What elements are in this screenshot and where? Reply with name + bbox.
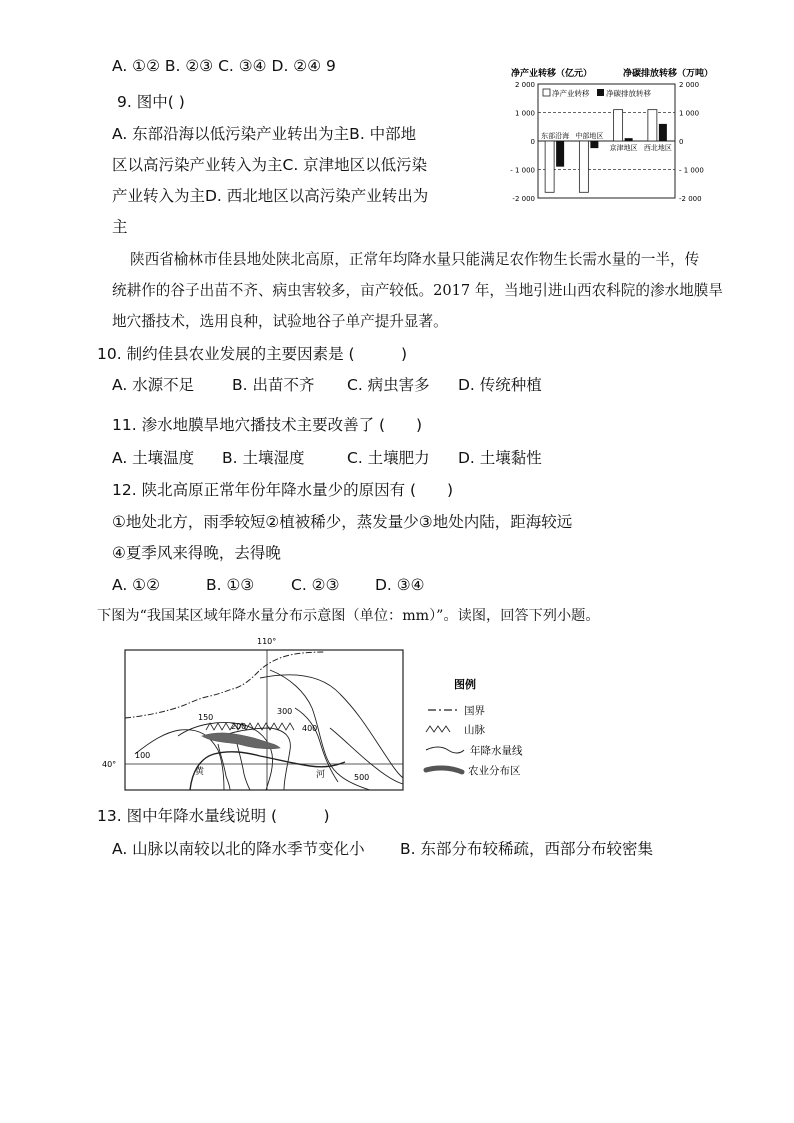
q12-stem: 12. 陕北高原正常年份年降水量少的原因有 ( ) <box>112 481 454 499</box>
industry-transfer-chart <box>505 62 765 212</box>
category-label: 东部沿海 <box>541 132 570 140</box>
agricultural-area <box>202 733 280 749</box>
bar-carbon <box>556 141 564 167</box>
q12-option-a: A. ①② <box>112 576 160 594</box>
passage-line-3: 地穴播技术，选用良种，试验地谷子单产提升显著。 <box>112 313 448 330</box>
q10-option-b: B. 出苗不齐 <box>232 376 315 394</box>
isoline-400: 400 <box>302 724 318 733</box>
isoline-200: 200 <box>231 722 247 731</box>
bar-carbon <box>590 141 598 148</box>
q13-option-b: B. 东部分布较稀疏，西部分布较密集 <box>400 840 653 858</box>
q12-option-d: D. ③④ <box>375 576 425 594</box>
left-tick-label: - 1 000 <box>510 166 535 175</box>
q12-statements-2: ④夏季风来得晚，去得晚 <box>112 544 281 562</box>
q10-option-d: D. 传统种植 <box>458 376 542 394</box>
q11-option-d: D. 土壤黏性 <box>458 449 542 467</box>
q12-statements-1: ①地处北方，雨季较短②植被稀少，蒸发量少③地处内陆，距海较远 <box>112 513 573 531</box>
isoline-150: 150 <box>198 713 214 722</box>
bar-industry <box>545 141 554 192</box>
isoline-500: 500 <box>354 773 370 782</box>
q12-option-c: C. ②③ <box>291 576 340 594</box>
lat-label: 40° <box>102 760 117 769</box>
q9-line-2: 区以高污染产业转入为主C. 京津地区以低污染 <box>112 156 428 174</box>
q12-option-b: B. ①③ <box>206 576 255 594</box>
q9-stem: 9. 图中( ) <box>117 93 185 111</box>
lon-label: 110° <box>257 637 277 646</box>
category-label: 西北地区 <box>643 144 672 152</box>
left-tick-label: 1 000 <box>514 109 535 118</box>
isoline-100: 100 <box>135 751 151 760</box>
left-axis-title: 净产业转移（亿元） <box>511 69 593 79</box>
legend-carbon: 净碳排放转移 <box>606 89 651 98</box>
q11-option-c: C. 土壤肥力 <box>347 449 430 467</box>
passage-line-2: 统耕作的谷子出苗不齐、病虫害较多，亩产较低。2017 年，当地引进山西农科院的渗水地膜旱 <box>112 282 723 299</box>
bar-carbon <box>659 124 667 141</box>
river-char-2: 河 <box>316 770 326 780</box>
q8-options: A. ①② B. ②③ C. ③④ D. ②④ 9 <box>112 57 336 75</box>
q10-option-a: A. 水源不足 <box>112 376 195 394</box>
legend-title: 图例 <box>454 678 476 691</box>
q11-option-a: A. 土壤温度 <box>112 449 195 467</box>
bar-industry <box>648 110 657 141</box>
right-tick-label: - 1 000 <box>679 166 704 175</box>
right-tick-label: 1 000 <box>679 109 700 118</box>
legend-isoline: 年降水量线 <box>470 745 523 757</box>
legend-mountain: 山脉 <box>464 724 485 736</box>
legend-agri: 农业分布区 <box>468 765 521 777</box>
passage-line-1: 陕西省榆林市佳县地处陕北高原，正常年均降水量只能满足农作物生长需水量的一半，传 <box>130 251 700 268</box>
left-tick-label: -2 000 <box>512 195 535 203</box>
q9-line-1: A. 东部沿海以低污染产业转出为主B. 中部地 <box>112 125 417 143</box>
bar-industry <box>614 110 623 141</box>
legend-border: 国界 <box>464 705 485 717</box>
category-label: 京津地区 <box>609 144 638 152</box>
right-axis-title: 净碳排放转移（万吨） <box>623 69 714 79</box>
bar-industry <box>579 141 588 192</box>
map-intro: 下图为“我国某区域年降水量分布示意图（单位：mm）”。读图，回答下列小题。 <box>97 608 600 624</box>
right-tick-label: 2 000 <box>679 81 700 89</box>
left-tick-label: 2 000 <box>514 81 535 89</box>
q13-stem: 13. 图中年降水量线说明 ( ) <box>97 807 330 825</box>
q11-option-b: B. 土壤湿度 <box>222 449 305 467</box>
q10-stem: 10. 制约佳县农业发展的主要因素是 ( ) <box>97 345 408 363</box>
precipitation-map <box>102 632 420 792</box>
bar-carbon <box>625 138 633 141</box>
category-label: 中部地区 <box>575 132 604 140</box>
q11-stem: 11. 渗水地膜旱地穴播技术主要改善了 ( ) <box>112 416 423 434</box>
isoline-300: 300 <box>277 707 293 716</box>
left-tick-label: 0 <box>530 138 535 146</box>
q9-line-4: 主 <box>112 218 128 236</box>
q13-option-a: A. 山脉以南较以北的降水季节变化小 <box>112 840 365 858</box>
legend-industry: 净产业转移 <box>552 89 590 98</box>
q9-line-3: 产业转入为主D. 西北地区以高污染产业转出为 <box>112 187 429 205</box>
river-char-1: 黄 <box>195 767 205 777</box>
right-tick-label: -2 000 <box>679 195 702 203</box>
right-tick-label: 0 <box>679 138 684 146</box>
map-legend <box>420 670 550 790</box>
q10-option-c: C. 病虫害多 <box>347 376 430 394</box>
